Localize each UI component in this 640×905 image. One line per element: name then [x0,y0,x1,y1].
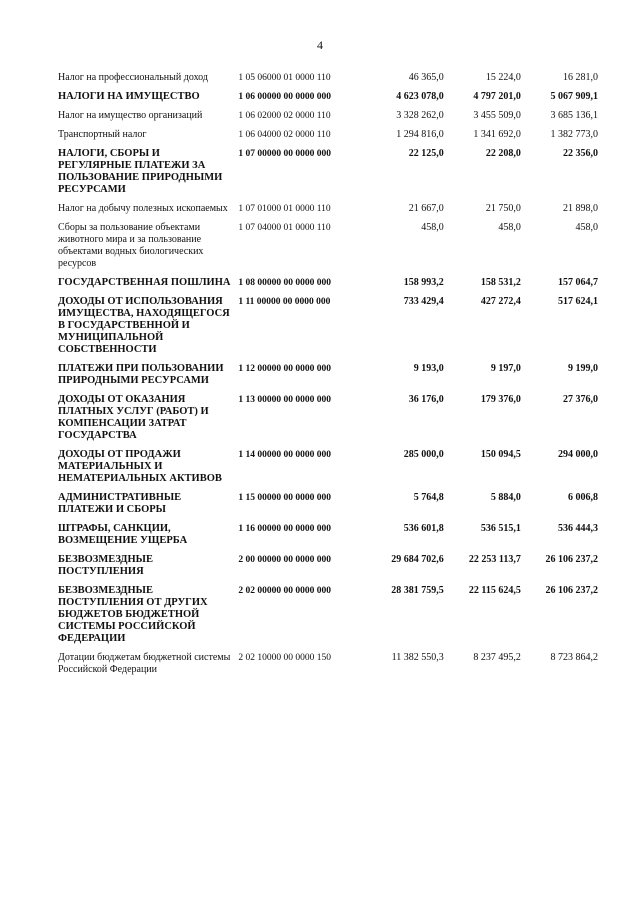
budget-code: 1 06 02000 02 0000 110 [238,111,331,121]
budget-code: 1 06 00000 00 0000 000 [238,92,331,102]
value-year-3: 458,0 [575,222,598,233]
table-row [58,652,598,683]
value-year-2: 1 341 692,0 [473,129,521,140]
budget-code: 1 07 00000 00 0000 000 [238,149,331,159]
budget-code: 2 02 10000 00 0000 150 [238,653,331,663]
value-year-1: 536 601,8 [403,523,444,534]
value-year-2: 8 237 495,2 [473,652,521,663]
value-year-1: 22 125,0 [408,148,444,159]
value-year-2: 9 197,0 [490,363,521,374]
value-year-2: 5 884,0 [490,492,521,503]
value-year-3: 26 106 237,2 [545,585,598,596]
value-year-1: 36 176,0 [408,394,444,405]
value-year-2: 22 208,0 [485,148,521,159]
table-row [58,523,598,554]
value-year-2: 4 797 201,0 [473,91,521,102]
table-row [58,148,598,203]
value-year-3: 22 356,0 [563,148,598,159]
table-row [58,363,598,394]
value-year-1: 3 328 262,0 [396,110,444,121]
value-year-3: 1 382 773,0 [550,129,598,140]
budget-code: 1 16 00000 00 0000 000 [238,524,331,534]
value-year-3: 536 444,3 [558,523,598,534]
budget-code: 1 14 00000 00 0000 000 [238,450,331,460]
value-year-2: 15 224,0 [485,72,521,83]
value-year-1: 158 993,2 [403,277,444,288]
budget-code: 1 12 00000 00 0000 000 [238,364,331,374]
budget-code: 1 06 04000 02 0000 110 [238,130,331,140]
row-name: Налог на добычу полезных ископаемых [58,203,228,214]
value-year-3: 517 624,1 [558,296,598,307]
budget-code: 1 07 04000 01 0000 110 [238,223,331,233]
row-name: ШТРАФЫ, САНКЦИИ, ВОЗМЕЩЕНИЕ УЩЕРБА [58,523,188,546]
row-name: Налог на профессиональный доход [58,72,208,83]
value-year-1: 9 193,0 [413,363,444,374]
value-year-2: 536 515,1 [480,523,521,534]
row-name: Налог на имущество организаций [58,110,203,121]
value-year-1: 1 294 816,0 [396,129,444,140]
budget-code: 1 08 00000 00 0000 000 [238,278,331,288]
budget-code: 1 13 00000 00 0000 000 [238,395,331,405]
value-year-1: 46 365,0 [408,72,444,83]
value-year-3: 157 064,7 [558,277,598,288]
value-year-3: 26 106 237,2 [545,554,598,565]
row-name: ДОХОДЫ ОТ ИСПОЛЬЗОВАНИЯ ИМУЩЕСТВА, НАХОДЯЩЕГОСЯ В ГОСУДАРСТВЕННОЙ И МУНИЦИПАЛЬНОЙ СОБСТВЕННОСТИ [58,296,230,355]
table-row [58,110,598,129]
value-year-2: 458,0 [498,222,521,233]
row-name: БЕЗВОЗМЕЗДНЫЕ ПОСТУПЛЕНИЯ ОТ ДРУГИХ БЮДЖЕТОВ БЮДЖЕТНОЙ СИСТЕМЫ РОССИЙСКОЙ ФЕДЕРАЦИИ [58,585,208,644]
table-row [58,449,598,492]
value-year-1: 4 623 078,0 [396,91,444,102]
page-number: 4 [317,38,323,52]
table-row [58,554,598,585]
value-year-2: 150 094,5 [480,449,521,460]
budget-code: 1 05 06000 01 0000 110 [238,73,331,83]
row-name: ГОСУДАРСТВЕННАЯ ПОШЛИНА [58,277,231,288]
value-year-2: 158 531,2 [480,277,521,288]
value-year-3: 16 281,0 [563,72,598,83]
budget-code: 1 07 01000 01 0000 110 [238,204,331,214]
row-name: Дотации бюджетам бюджетной системы Российской Федерации [58,652,231,675]
table-body [58,72,598,683]
table-row [58,277,598,296]
row-name: АДМИНИСТРАТИВНЫЕ ПЛАТЕЖИ И СБОРЫ [58,492,182,515]
row-name: Сборы за пользование объектами животного мира и за пользование объектами водных биологических ресурсов [58,222,204,269]
value-year-1: 285 000,0 [403,449,444,460]
table-row [58,394,598,449]
value-year-2: 22 253 113,7 [468,554,521,565]
value-year-3: 27 376,0 [563,394,598,405]
table-row [58,72,598,91]
row-name: БЕЗВОЗМЕЗДНЫЕ ПОСТУПЛЕНИЯ [58,554,153,577]
value-year-1: 28 381 759,5 [391,585,444,596]
row-name: Транспортный налог [58,129,147,140]
row-name: ДОХОДЫ ОТ ПРОДАЖИ МАТЕРИАЛЬНЫХ И НЕМАТЕРИАЛЬНЫХ АКТИВОВ [58,449,222,484]
value-year-3: 294 000,0 [558,449,598,460]
value-year-3: 9 199,0 [568,363,598,374]
row-name: НАЛОГИ НА ИМУЩЕСТВО [58,91,200,102]
value-year-2: 427 272,4 [480,296,521,307]
budget-code: 2 00 00000 00 0000 000 [238,555,331,565]
budget-code: 1 15 00000 00 0000 000 [238,493,331,503]
value-year-3: 5 067 909,1 [550,91,598,102]
table-row [58,222,598,277]
value-year-2: 179 376,0 [480,394,521,405]
row-name: ПЛАТЕЖИ ПРИ ПОЛЬЗОВАНИИ ПРИРОДНЫМИ РЕСУРСАМИ [58,363,224,386]
budget-revenue-table [58,72,598,683]
value-year-3: 3 685 136,1 [550,110,598,121]
row-name: ДОХОДЫ ОТ ОКАЗАНИЯ ПЛАТНЫХ УСЛУГ (РАБОТ) И КОМПЕНСАЦИИ ЗАТРАТ ГОСУДАРСТВА [58,394,209,441]
table-row [58,296,598,363]
value-year-2: 3 455 509,0 [473,110,521,121]
table-row [58,129,598,148]
value-year-1: 11 382 550,3 [391,652,444,663]
value-year-1: 21 667,0 [408,203,444,214]
value-year-3: 8 723 864,2 [550,652,598,663]
budget-code: 1 11 00000 00 0000 000 [238,297,331,307]
table-row [58,203,598,222]
value-year-3: 6 006,8 [568,492,598,503]
value-year-2: 22 115 624,5 [468,585,521,596]
value-year-1: 29 684 702,6 [391,554,444,565]
value-year-1: 733 429,4 [403,296,444,307]
table-row [58,585,598,652]
value-year-1: 5 764,8 [413,492,444,503]
budget-code: 2 02 00000 00 0000 000 [238,586,331,596]
value-year-2: 21 750,0 [485,203,521,214]
table-row [58,91,598,110]
value-year-3: 21 898,0 [563,203,598,214]
value-year-1: 458,0 [421,222,444,233]
row-name: НАЛОГИ, СБОРЫ И РЕГУЛЯРНЫЕ ПЛАТЕЖИ ЗА ПОЛЬЗОВАНИЕ ПРИРОДНЫМИ РЕСУРСАМИ [58,148,223,195]
table-row [58,492,598,523]
